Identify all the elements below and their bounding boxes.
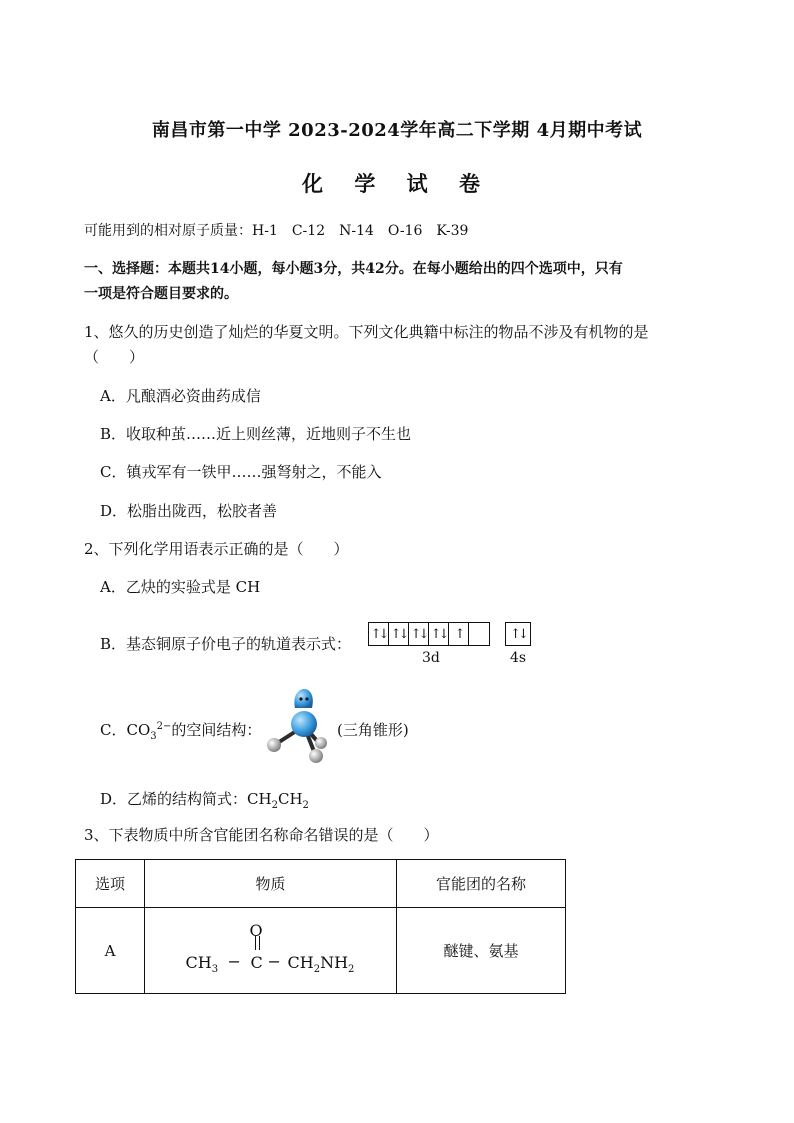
orbital-box: ↑↓ [369, 623, 389, 645]
q1-option-b: B．收取种茧……近上则丝薄，近地则子不生也 [100, 425, 412, 443]
orbital-box: ↑↓ [510, 626, 526, 642]
q1-option-d: D．松脂出陇西，松胶者善 [100, 502, 278, 520]
table-header-cell: 官能团的名称 [397, 860, 566, 908]
formula-carbonyl-carbon: C [250, 952, 263, 972]
q3-table [75, 859, 566, 994]
formula-bond-1: − [227, 951, 241, 971]
table-header-cell: 选项 [76, 860, 145, 908]
orbital-box: ↑↓ [389, 623, 409, 645]
q1-stem: 1、悠久的历史创造了灿烂的华夏文明。下列文化典籍中标注的物品不涉及有机物的是 [84, 323, 649, 341]
q2-option-c-shape-note: (三角锥形) [337, 721, 409, 739]
orbital-label-4s: 4s [510, 650, 527, 666]
exam-subtitle: 化 学 试 卷 [302, 171, 492, 196]
q2-option-c-label: C．$CO_3^{2-}$的空间结构： [100, 721, 262, 742]
trigonal-pyramid-model-icon [262, 688, 342, 770]
structural-formula [186, 919, 356, 979]
section-heading-line1: 一、选择题：本题共14小题，每小题3分，共42分。在每小题给出的四个选项中，只有 [84, 261, 623, 277]
table-row [76, 908, 566, 994]
section-heading-line2: 一项是符合题目要求的。 [84, 286, 238, 302]
orbital-box: ↑↓ [409, 623, 429, 645]
atomic-masses: 可能用到的相对原子质量：H-1 C-12 N-14 O-16 K-39 [84, 223, 469, 239]
orbital-box: ↑ [449, 623, 469, 645]
q3-stem: 3、下表物质中所含官能团名称命名错误的是（ ） [84, 826, 439, 844]
q2-option-a: A．乙炔的实验式是 CH [100, 578, 261, 596]
orbital-boxes-3d [368, 622, 490, 646]
orbital-boxes-4s [505, 622, 531, 646]
formula-oxygen: O [249, 920, 263, 940]
formula-ch2nh2: $CH_2NH_2$ [287, 952, 355, 975]
page-title: 南昌市第一中学 2023-2024学年高二下学期 4月期中考试 [151, 120, 643, 141]
formula-double-bond-left [255, 936, 256, 950]
formula-double-bond-right [259, 936, 260, 950]
table-cell-formula [145, 908, 397, 994]
table-cell-option: A [76, 908, 145, 994]
table-header-cell: 物质 [145, 860, 397, 908]
q1-option-c: C．镇戎军有一铁甲……强弩射之，不能入 [100, 463, 382, 481]
table-header-row [76, 860, 566, 908]
q2-option-b-label: B．基态铜原子价电子的轨道表示式： [100, 635, 352, 653]
orbital-box [469, 623, 489, 645]
q1-answer-paren: （ ） [84, 348, 145, 366]
orbital-label-3d: 3d [422, 650, 440, 666]
table-cell-group: 醚键、氨基 [397, 908, 566, 994]
orbital-box: ↑↓ [429, 623, 449, 645]
q2-stem: 2、下列化学用语表示正确的是（ ） [84, 540, 349, 558]
formula-ch3: $CH_3$ [185, 952, 219, 975]
q2-option-d: D．乙烯的结构简式：$CH_2CH_2$ [100, 790, 309, 811]
orbital-diagram-3d [368, 622, 490, 646]
orbital-diagram-4s [505, 622, 531, 646]
q1-option-a: A．凡酿酒必资曲药成信 [100, 387, 261, 405]
formula-bond-2: − [267, 951, 281, 971]
